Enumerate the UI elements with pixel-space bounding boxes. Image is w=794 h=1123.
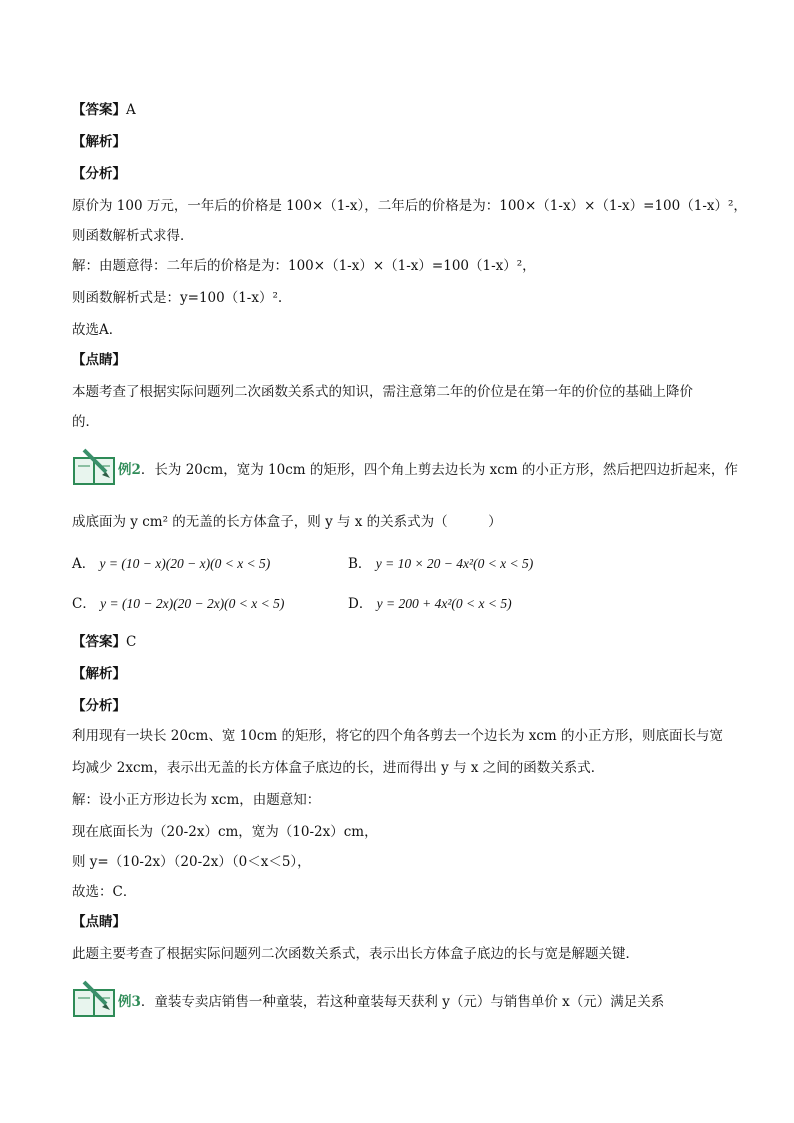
answer-tag: 【答案】 <box>72 634 126 650</box>
answer-value: C <box>126 634 137 650</box>
solution1-line1: 原价为 100 万元，一年后的价格是 100×（1-x），二年后的价格是为：100×（1-x）×（1-x）=100（1-x）²， <box>72 198 747 214</box>
option-b-key: B． <box>348 556 372 572</box>
example2-label: 例2 <box>118 462 141 478</box>
analysis-heading-1: 【解析】 <box>72 134 126 150</box>
comment2-line1: 此题主要考查了根据实际问题列二次函数关系式，表示出长方体盒子底边的长与宽是解题关键． <box>72 946 639 962</box>
solution1-line2: 则函数解析式求得． <box>72 228 194 244</box>
analysis-heading-2: 【解析】 <box>72 666 126 682</box>
comment1-line2: 的． <box>72 414 99 430</box>
fenxi-heading-2: 【分析】 <box>72 698 126 714</box>
option-d-key: D． <box>348 596 373 612</box>
solution2-line4: 现在底面长为（20-2x）cm，宽为（10-2x）cm， <box>72 824 378 840</box>
example2-line1 <box>118 460 738 480</box>
option-a <box>72 554 270 574</box>
example3-text: ．童装专卖店销售一种童装，若这种童装每天获利 y（元）与销售单价 x（元）满足关系 <box>140 994 665 1010</box>
solution2-line2: 均减少 2xcm，表示出无盖的长方体盒子底边的长，进而得出 y 与 x 之间的函数关系式． <box>72 760 605 776</box>
option-d <box>348 594 512 614</box>
answer-value: A <box>126 102 136 118</box>
option-a-key: A． <box>72 556 96 572</box>
answer-2 <box>72 632 136 652</box>
solution1-line3: 解：由题意得：二年后的价格是为：100×（1-x）×（1-x）=100（1-x）²， <box>72 258 536 274</box>
solution1-line4: 则函数解析式是：y=100（1-x）². <box>72 290 283 306</box>
option-c-text: y = (10 − 2x)(20 − 2x)(0 < x < 5) <box>100 596 285 611</box>
solution2-line5: 则 y=（10-2x）（20-2x）（0＜x＜5）， <box>72 854 311 870</box>
example2-text: ．长为 20cm，宽为 10cm 的矩形，四个角上剪去边长为 xcm 的小正方形，然后把四边折起来，作 <box>140 462 738 478</box>
solution2-line3: 解：设小正方形边长为 xcm，由题意知： <box>72 792 321 808</box>
comment1-line1: 本题考查了根据实际问题列二次函数关系式的知识，需注意第二年的价位是在第一年的价位的基础上降价 <box>72 384 693 400</box>
solution1-line5: 故选A． <box>72 322 123 338</box>
example3-label: 例3 <box>118 994 141 1010</box>
option-c-key: C． <box>72 596 96 612</box>
example-book-icon <box>72 980 118 1018</box>
dianjing-heading-1: 【点睛】 <box>72 352 126 368</box>
fenxi-heading-1: 【分析】 <box>72 166 126 182</box>
option-b-text: y = 10 × 20 − 4x²(0 < x < 5) <box>375 556 534 571</box>
solution2-line1: 利用现有一块长 20cm、宽 10cm 的矩形，将它的四个角各剪去一个边长为 xcm 的小正方形，则底面长与宽 <box>72 728 724 744</box>
option-a-text: y = (10 − x)(20 − x)(0 < x < 5) <box>99 556 271 571</box>
answer-1 <box>72 100 136 120</box>
option-c <box>72 594 284 614</box>
example3-line1 <box>118 992 664 1012</box>
example-book-icon <box>72 448 118 486</box>
option-d-text: y = 200 + 4x²(0 < x < 5) <box>376 596 512 611</box>
example2-line2: 成底面为 y cm² 的无盖的长方体盒子，则 y 与 x 的关系式为（ ） <box>72 514 502 530</box>
solution2-line6: 故选：C． <box>72 884 137 900</box>
answer-tag: 【答案】 <box>72 102 126 118</box>
option-b <box>348 554 533 574</box>
dianjing-heading-2: 【点睛】 <box>72 914 126 930</box>
